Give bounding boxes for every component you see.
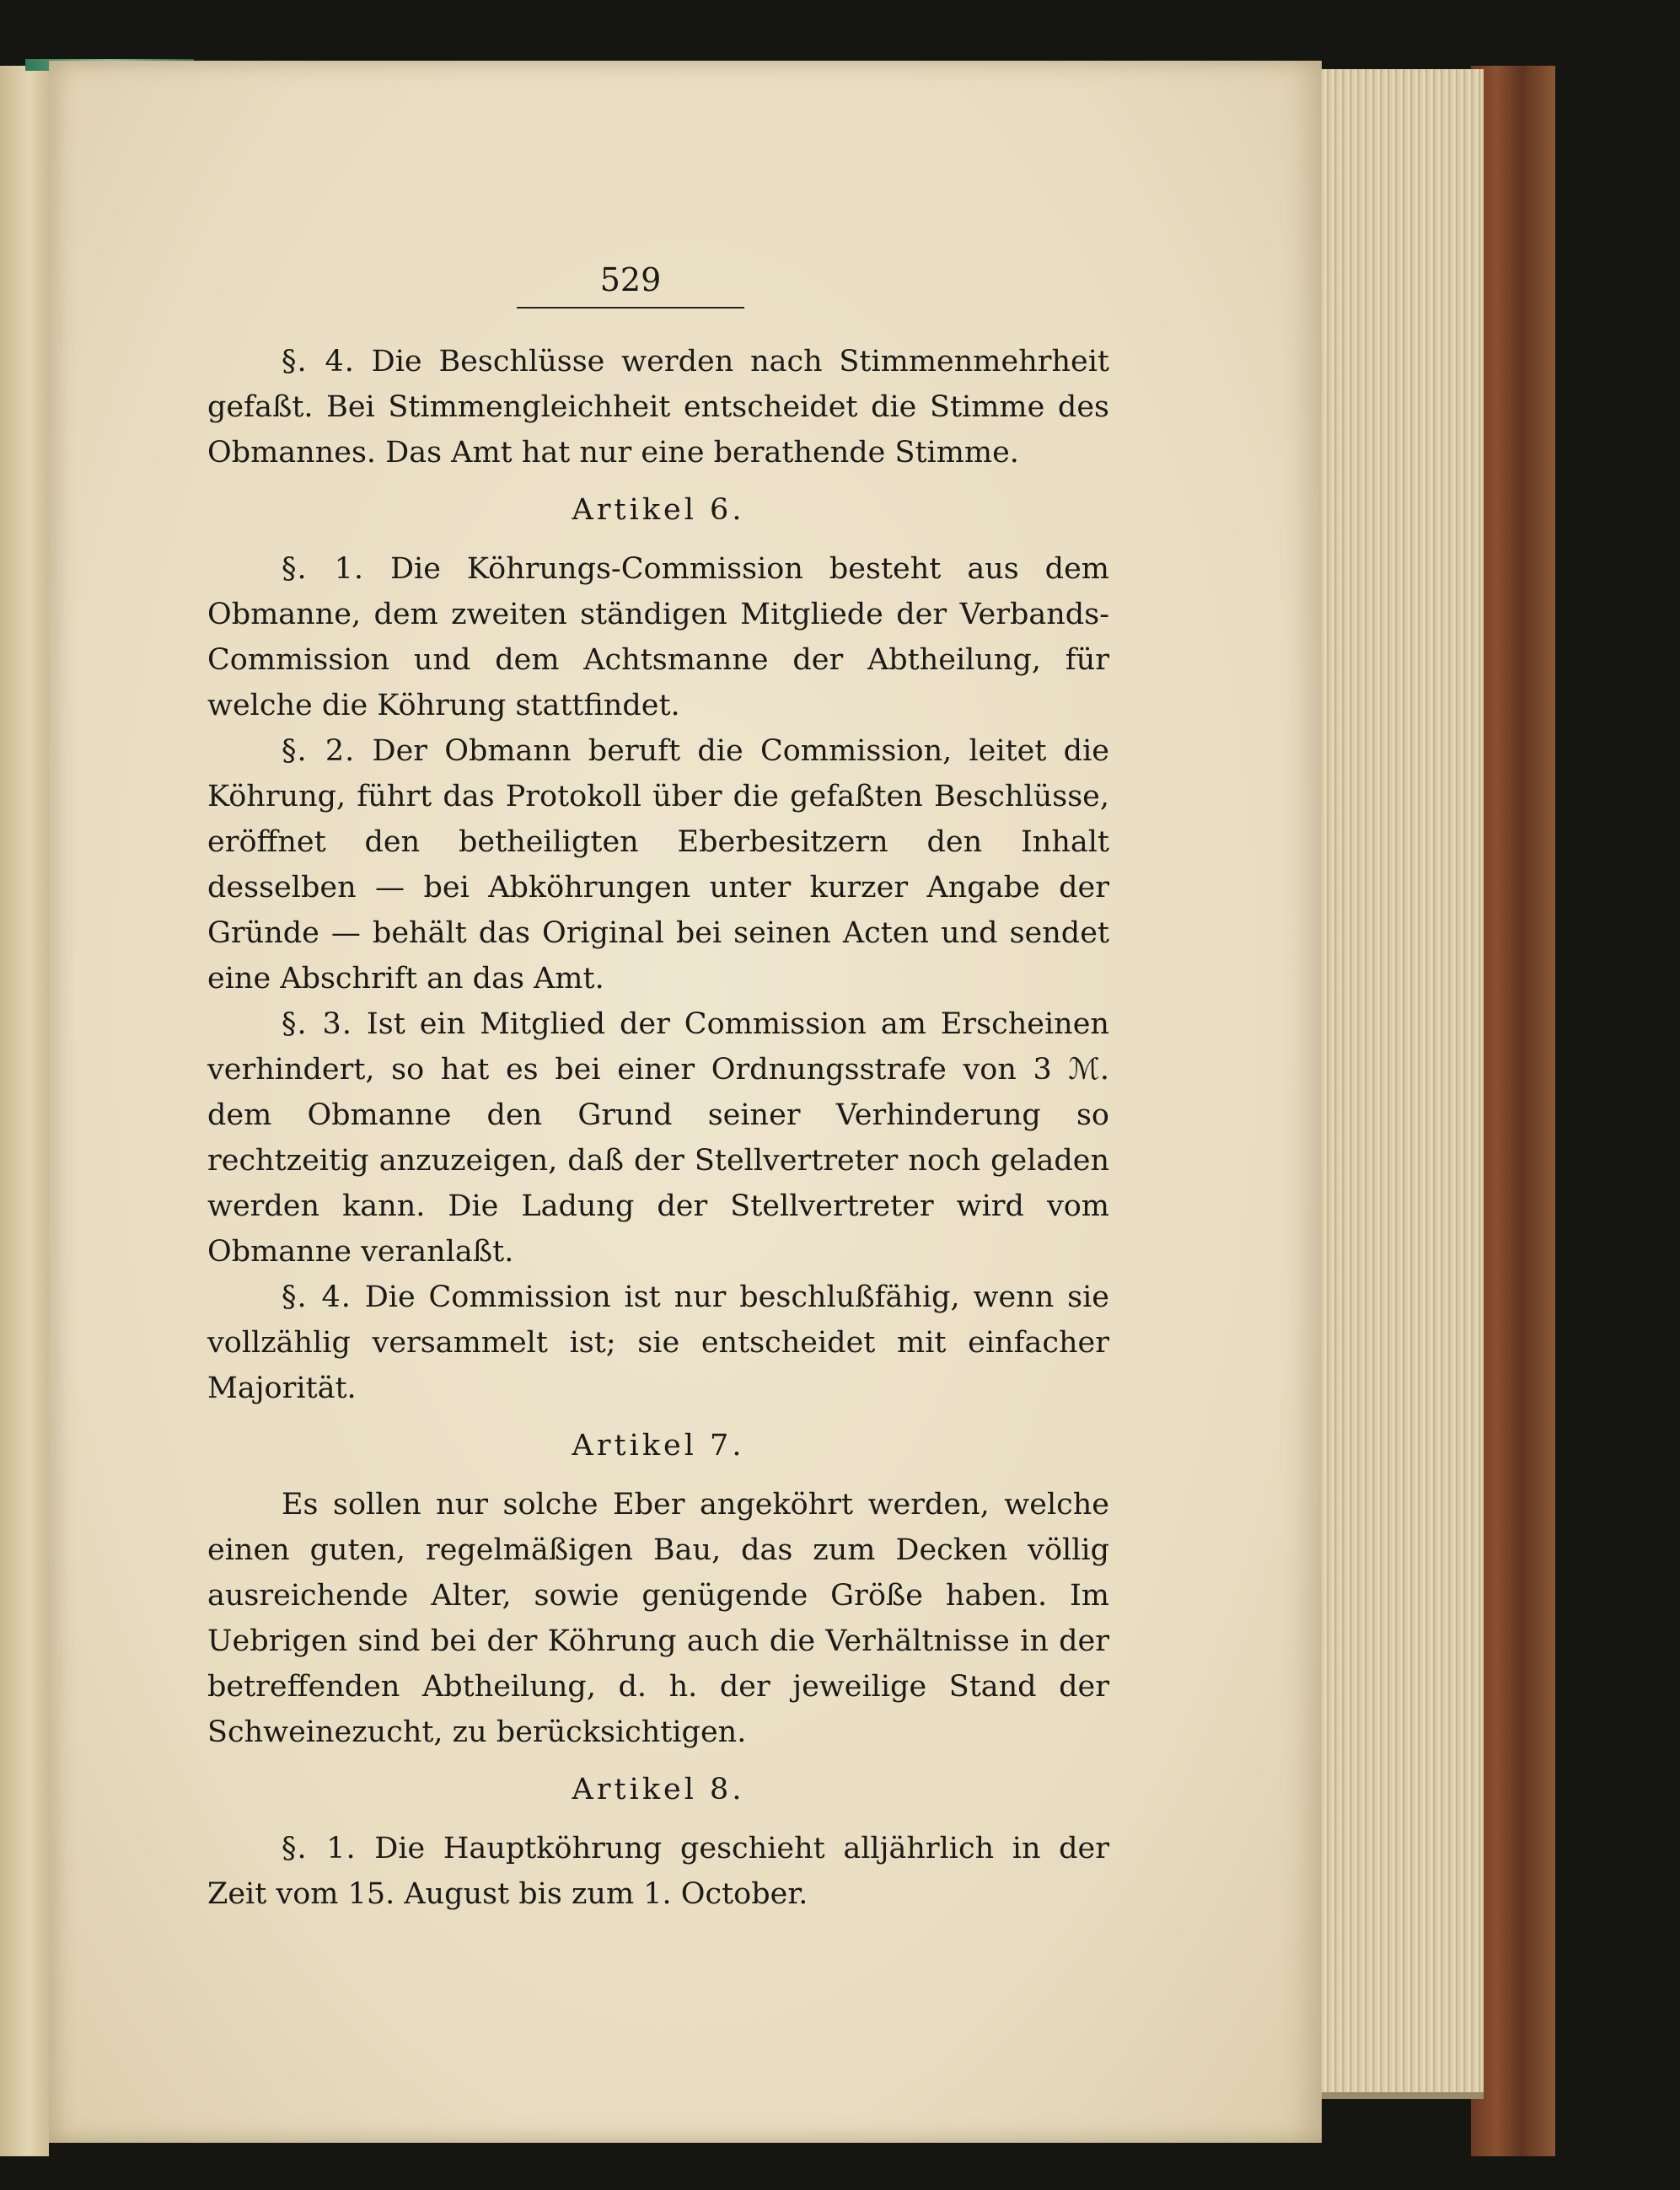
header-rule	[517, 307, 744, 309]
paragraph-text: Ist ein Mitglied der Commission am Erscheinen verhindert, so hat es bei einer Ordnungsstrafe von 3 ℳ. dem Obmanne den Grund seiner Verhinderung so rechtzeitig anzuzeigen, daß der Stellvertreter noch geladen werden kann. Die Ladung der Stellvertreter wird vom Obmanne veranlaßt.	[207, 1007, 1109, 1269]
book-cover-binding	[1471, 66, 1555, 2156]
section-mark: §. 1.	[282, 1832, 357, 1865]
article-heading: Artikel 8.	[572, 1773, 745, 1806]
section-mark: §. 4.	[282, 1280, 352, 1314]
stacked-page-edges	[1315, 69, 1484, 2099]
page-number: 529	[599, 261, 662, 298]
paragraph-text: Der Obmann beruft die Commission, leitet die Köhrung, führt das Protokoll über die gefaßten Beschlüsse, eröffnet den betheiligten Eberbesitzern den Inhalt desselben — bei Abköhrungen unter kurzer Angabe der Gründe — behält das Original bei seinen Acten und sendet eine Abschrift an das Amt.	[207, 734, 1109, 996]
previous-page-edge	[0, 66, 49, 2156]
article-heading: Artikel 6.	[572, 493, 745, 527]
paragraph-text: Die Commission ist nur beschlußfähig, wenn sie vollzählig versammelt ist; sie entscheidet mit einfacher Majorität.	[207, 1280, 1109, 1405]
paragraph	[207, 1482, 1109, 1755]
page-body	[207, 339, 1109, 1917]
paragraph	[207, 546, 1109, 728]
paragraph-text: Die Hauptköhrung geschieht alljährlich in der Zeit vom 15. August bis zum 1. October.	[207, 1832, 1109, 1911]
paragraph	[207, 339, 1109, 475]
paragraph-text: Die Köhrungs-Commission besteht aus dem Obmanne, dem zweiten ständigen Mitgliede der Verbands-Commission und dem Achtsmanne der Abtheilung, für welche die Köhrung stattfindet.	[207, 552, 1109, 722]
paragraph-text: Die Beschlüsse werden nach Stimmenmehrheit gefaßt. Bei Stimmengleichheit entscheidet die Stimme des Obmannes. Das Amt hat nur eine berathende Stimme.	[207, 345, 1109, 470]
paragraph-text: Es sollen nur solche Eber angeköhrt werden, welche einen guten, regelmäßigen Bau, das zum Decken völlig ausreichende Alter, sowie genügende Größe haben. Im Uebrigen sind bei der Köhrung auch die Verhältnisse in der betreffenden Abtheilung, d. h. der jeweilige Stand der Schweinezucht, zu berücksichtigen.	[207, 1488, 1109, 1749]
section-mark: §. 2.	[282, 734, 356, 768]
paragraph	[207, 1275, 1109, 1411]
paragraph	[207, 728, 1109, 1001]
paragraph	[207, 1826, 1109, 1917]
section-mark: §. 4.	[282, 345, 355, 378]
book-page	[49, 61, 1322, 2143]
paragraph	[207, 1001, 1109, 1275]
article-heading: Artikel 7.	[572, 1429, 745, 1463]
section-mark: §. 1.	[282, 552, 364, 586]
section-mark: §. 3.	[282, 1007, 352, 1041]
